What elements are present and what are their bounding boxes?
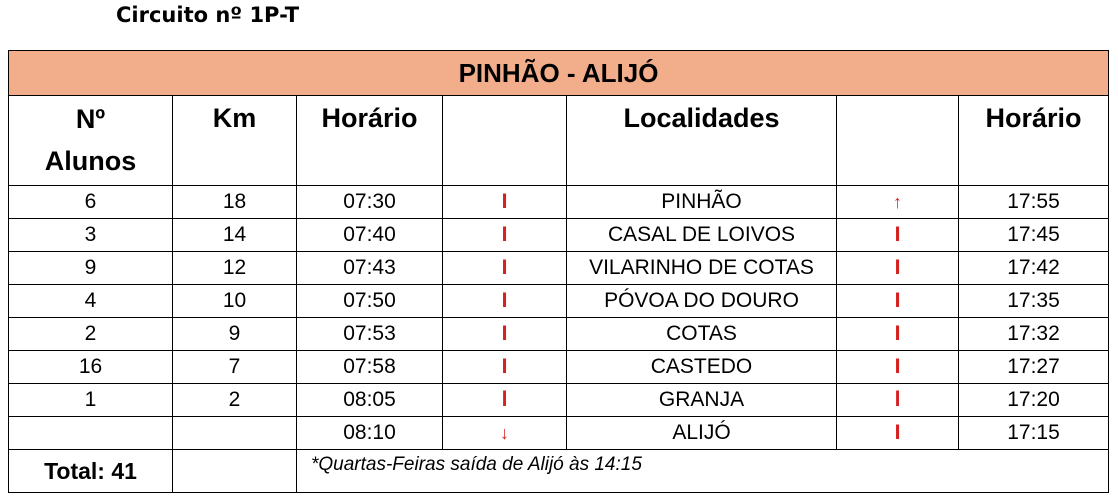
cell-localidade: CASAL DE LOIVOS: [567, 219, 837, 252]
direction-marker-volta: I: [837, 252, 959, 285]
cell-alunos: 9: [9, 252, 173, 285]
cell-localidade: COTAS: [567, 318, 837, 351]
header-direction-volta: [837, 96, 959, 186]
cell-horario-volta: 17:45: [959, 219, 1109, 252]
cell-km: 10: [173, 285, 297, 318]
route-title: PINHÃO - ALIJÓ: [9, 51, 1109, 96]
footer-row: [9, 450, 1109, 493]
direction-marker-volta: I: [837, 285, 959, 318]
table-row: [9, 384, 1109, 417]
cell-horario-ida: 07:43: [297, 252, 443, 285]
cell-horario-ida: 07:50: [297, 285, 443, 318]
direction-marker-ida: ↓: [443, 417, 567, 450]
cell-alunos: 16: [9, 351, 173, 384]
cell-alunos: 4: [9, 285, 173, 318]
direction-marker-volta: ↑: [837, 186, 959, 219]
direction-marker-ida: I: [443, 318, 567, 351]
cell-horario-ida: 07:40: [297, 219, 443, 252]
cell-horario-volta: 17:42: [959, 252, 1109, 285]
cell-localidade: VILARINHO DE COTAS: [567, 252, 837, 285]
cell-km: 12: [173, 252, 297, 285]
direction-marker-ida: I: [443, 219, 567, 252]
header-alunos: [9, 96, 173, 186]
cell-km: 9: [173, 318, 297, 351]
cell-localidade: PÓVOA DO DOURO: [567, 285, 837, 318]
cell-horario-volta: 17:15: [959, 417, 1109, 450]
cell-horario-ida: 07:53: [297, 318, 443, 351]
header-horario-ida: Horário: [297, 96, 443, 186]
cell-horario-volta: 17:35: [959, 285, 1109, 318]
cell-km: 2: [173, 384, 297, 417]
table-row: [9, 318, 1109, 351]
total-students: Total: 41: [9, 450, 173, 493]
direction-marker-ida: I: [443, 186, 567, 219]
header-localidades: Localidades: [567, 96, 837, 186]
cell-horario-volta: 17:27: [959, 351, 1109, 384]
cell-horario-ida: 08:05: [297, 384, 443, 417]
cell-horario-ida: 07:58: [297, 351, 443, 384]
cell-localidade: CASTEDO: [567, 351, 837, 384]
header-row: [9, 96, 1109, 186]
cell-alunos: 2: [9, 318, 173, 351]
table-row: [9, 285, 1109, 318]
cell-horario-volta: 17:55: [959, 186, 1109, 219]
direction-marker-ida: I: [443, 252, 567, 285]
cell-alunos: [9, 417, 173, 450]
cell-horario-ida: 08:10: [297, 417, 443, 450]
wednesday-note: *Quartas-Feiras saída de Alijó às 14:15: [297, 450, 1109, 493]
cell-localidade: ALIJÓ: [567, 417, 837, 450]
header-direction-ida: [443, 96, 567, 186]
direction-marker-volta: I: [837, 351, 959, 384]
direction-marker-volta: I: [837, 318, 959, 351]
direction-marker-ida: I: [443, 351, 567, 384]
table-row: [9, 351, 1109, 384]
cell-alunos: 1: [9, 384, 173, 417]
footer-empty-cell: [173, 450, 297, 493]
cell-horario-volta: 17:32: [959, 318, 1109, 351]
cell-km: 14: [173, 219, 297, 252]
cell-km: 7: [173, 351, 297, 384]
header-km: Km: [173, 96, 297, 186]
cell-alunos: 6: [9, 186, 173, 219]
cell-horario-volta: 17:20: [959, 384, 1109, 417]
direction-marker-ida: l: [443, 384, 567, 417]
cell-alunos: 3: [9, 219, 173, 252]
cell-horario-ida: 07:30: [297, 186, 443, 219]
cell-km: [173, 417, 297, 450]
cell-km: 18: [173, 186, 297, 219]
direction-marker-volta: I: [837, 219, 959, 252]
header-alunos-line2: Alunos: [44, 146, 137, 176]
cell-localidade: PINHÃO: [567, 186, 837, 219]
cell-localidade: GRANJA: [567, 384, 837, 417]
direction-marker-ida: I: [443, 285, 567, 318]
direction-marker-volta: I: [837, 417, 959, 450]
table-row: [9, 417, 1109, 450]
header-horario-volta: Horário: [959, 96, 1109, 186]
direction-marker-volta: l: [837, 384, 959, 417]
table-row: [9, 219, 1109, 252]
table-row: [9, 186, 1109, 219]
circuit-title: Circuito nº 1P-T: [116, 3, 300, 27]
header-alunos-line1: Nº: [75, 104, 106, 134]
table-row: [9, 252, 1109, 285]
schedule-table: [8, 50, 1109, 493]
